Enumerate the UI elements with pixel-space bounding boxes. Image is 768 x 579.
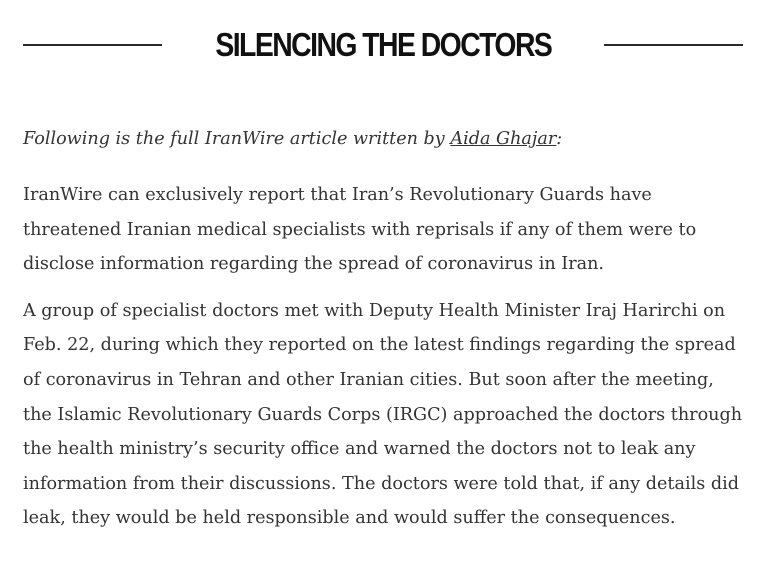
section-title: SILENCING THE DOCTORS <box>215 26 551 63</box>
header-rule-left <box>23 44 162 46</box>
article-intro <box>23 122 743 156</box>
author-link[interactable]: Aida Ghajar <box>450 129 557 149</box>
article-body <box>23 122 743 548</box>
intro-suffix: : <box>556 129 563 149</box>
article-paragraph-2: A group of specialist doctors met with Deputy Health Minister Iraj Harirchi on Feb. 22, during which they reported on the latest findings regarding the spread of coronavirus in Tehran and other Iranian cities. But soon after the meeting, the Islamic Revolutionary Guards Corps (IRGC) approached the doctors through the health ministry’s security office and warned the doctors not to leak any information from their discussions. The doctors were told that, if any details did leak, they would be held responsible and would suffer the consequences. <box>23 300 743 529</box>
header-rule-right <box>604 44 743 46</box>
intro-text: Following is the full IranWire article written by <box>23 129 451 149</box>
article-paragraph-1: IranWire can exclusively report that Iran’s Revolutionary Guards have threatened Iranian medical specialists with reprisals if any of them were to disclose information regarding the spread of coronavirus in Iran. <box>23 185 697 275</box>
section-header <box>23 22 743 68</box>
